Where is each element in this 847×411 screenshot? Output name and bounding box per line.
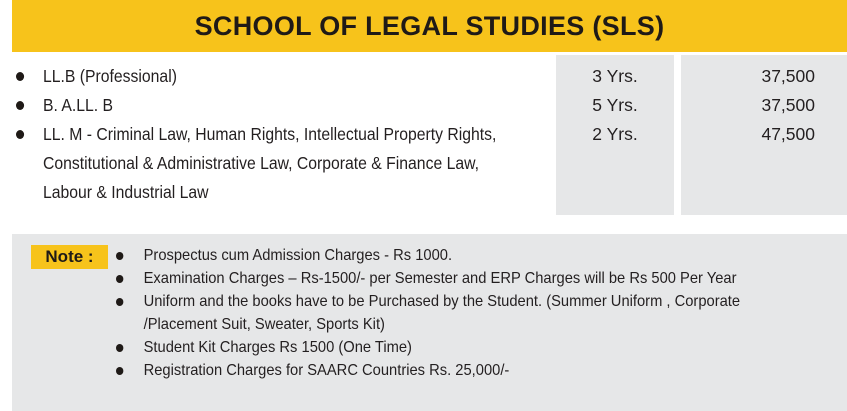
course-name: Constitutional & Administrative Law, Corporate & Finance Law, [43,153,479,173]
note-text: Student Kit Charges Rs 1500 (One Time) [143,339,412,356]
header-bar [12,0,847,52]
course-name: Labour & Industrial Law [43,182,209,202]
list-item [16,120,574,207]
note-panel [12,234,847,411]
list-item [116,359,847,382]
course-fee: 37,500 [761,66,815,86]
list-item [116,244,847,267]
fees-column [681,55,847,215]
bullet-icon [116,367,123,375]
course-duration: 2 Yrs. [592,124,638,144]
bullet-icon [116,298,123,306]
course-name: LL. M - Criminal Law, Human Rights, Intellectual Property Rights, [43,124,497,144]
bullet-icon [16,72,24,81]
list-item [116,267,847,290]
list-item [116,290,847,336]
note-text: Uniform and the books have to be Purchased by the Student. (Summer Uniform , Corporate [143,293,741,310]
course-list [16,62,556,207]
course-duration: 3 Yrs. [592,66,638,86]
note-list [116,244,836,382]
note-label: Note : [31,245,108,269]
list-item [116,336,847,359]
bullet-icon [16,101,24,110]
bullet-icon [116,275,123,283]
list-item [16,91,574,120]
bullet-icon [16,130,24,139]
bullet-icon [116,344,123,352]
course-fee: 47,500 [761,124,815,144]
note-text: /Placement Suit, Sweater, Sports Kit) [143,316,385,333]
course-duration: 5 Yrs. [592,95,638,115]
note-text: Examination Charges – Rs-1500/- per Semester and ERP Charges will be Rs 500 Per Year [143,270,737,287]
course-name: LL.B (Professional) [43,66,177,86]
bullet-icon [116,252,123,260]
note-text: Registration Charges for SAARC Countries Rs. 25,000/- [143,362,510,379]
course-name: B. A.LL. B [43,95,114,115]
page-title: SCHOOL OF LEGAL STUDIES (SLS) [194,10,665,41]
note-text: Prospectus cum Admission Charges - Rs 1000. [143,247,453,264]
course-fee: 37,500 [761,95,815,115]
list-item [16,62,574,91]
